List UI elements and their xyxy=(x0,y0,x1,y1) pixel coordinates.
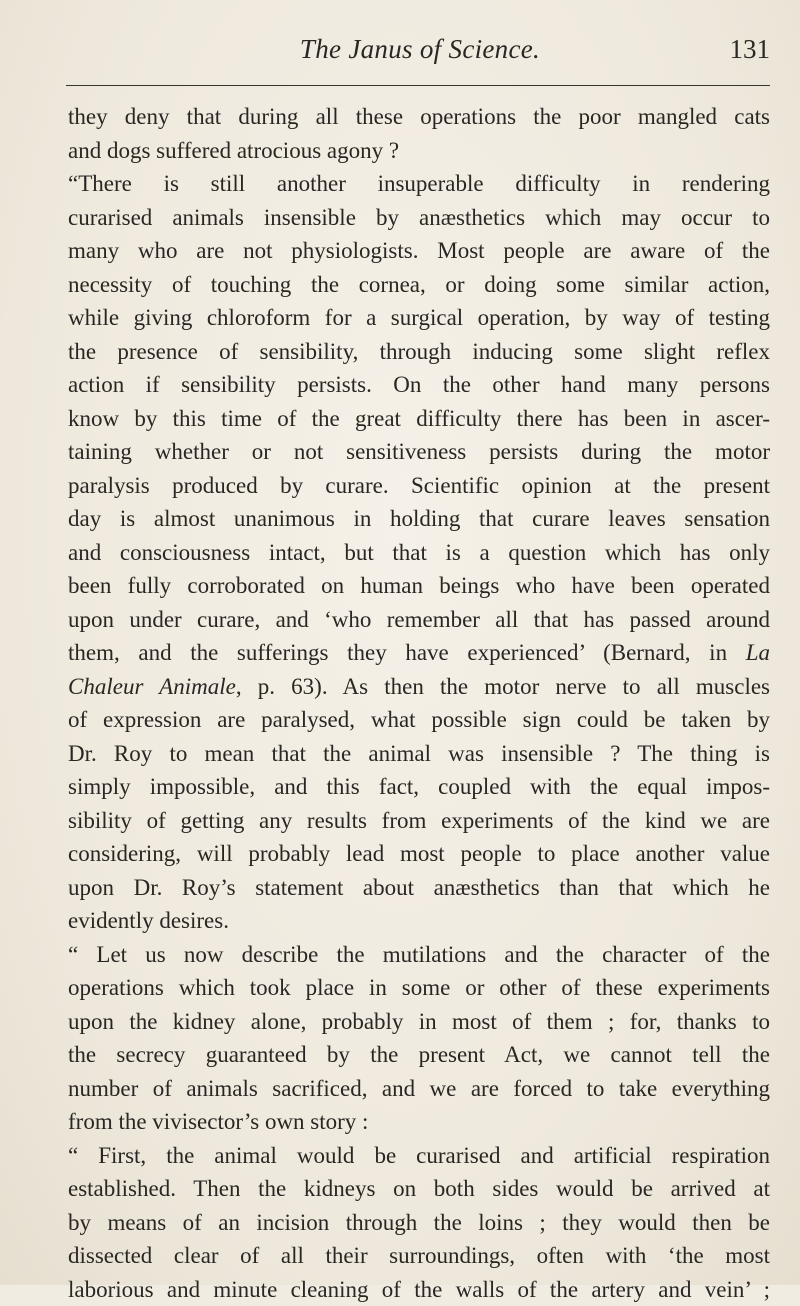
text-line: taining whether or not sensitiveness persists during the motor xyxy=(68,435,770,469)
text-segment: , p. 63). As then the motor nerve to all muscles xyxy=(236,674,770,699)
text-line: sibility of getting any results from experiments of the kind we are xyxy=(68,804,770,838)
text-line: “ Let us now describe the mutilations and the character of the xyxy=(68,938,770,972)
text-line: dissected clear of all their surroundings, often with ‘the most xyxy=(68,1239,770,1273)
text-line: day is almost unanimous in holding that curare leaves sensation xyxy=(68,502,770,536)
italic-title-chaleur-animale: Chaleur Animale xyxy=(68,674,236,699)
text-line: the secrecy guaranteed by the present Act, we cannot tell the xyxy=(68,1038,770,1072)
text-line-with-italic xyxy=(68,636,770,670)
text-line: been fully corroborated on human beings who have been operated xyxy=(68,569,770,603)
text-line: upon under curare, and ‘who remember all that has passed around xyxy=(68,603,770,637)
text-line: number of animals sacrificed, and we are forced to take everything xyxy=(68,1072,770,1106)
body-text xyxy=(68,100,770,1306)
text-line: Dr. Roy to mean that the animal was insensible ? The thing is xyxy=(68,737,770,771)
text-line: the presence of sensibility, through inducing some slight reflex xyxy=(68,335,770,369)
text-line: from the vivisector’s own story : xyxy=(68,1105,770,1139)
text-line: and consciousness intact, but that is a question which has only xyxy=(68,536,770,570)
text-line: paralysis produced by curare. Scientific opinion at the present xyxy=(68,469,770,503)
text-line: many who are not physiologists. Most people are aware of the xyxy=(68,234,770,268)
text-line: laborious and minute cleaning of the walls of the artery and vein’ ; xyxy=(68,1273,770,1306)
italic-title-la: La xyxy=(746,640,770,665)
text-line: upon Dr. Roy’s statement about anæsthetics than that which he xyxy=(68,871,770,905)
text-line: upon the kidney alone, probably in most of them ; for, thanks to xyxy=(68,1005,770,1039)
text-line: “There is still another insuperable difficulty in rendering xyxy=(68,167,770,201)
text-line-with-italic xyxy=(68,670,770,704)
text-line: necessity of touching the cornea, or doing some similar action, xyxy=(68,268,770,302)
text-segment: them, and the sufferings they have experienced’ (Bernard, in xyxy=(68,640,727,665)
page-number: 131 xyxy=(730,34,771,65)
text-line: while giving chloroform for a surgical operation, by way of testing xyxy=(68,301,770,335)
text-line: of expression are paralysed, what possible sign could be taken by xyxy=(68,703,770,737)
text-line: by means of an incision through the loins ; they would then be xyxy=(68,1206,770,1240)
text-line: evidently desires. xyxy=(68,904,770,938)
running-head xyxy=(70,34,770,74)
text-line: operations which took place in some or other of these experiments xyxy=(68,971,770,1005)
text-line: “ First, the animal would be curarised and artificial respiration xyxy=(68,1139,770,1173)
text-line: know by this time of the great difficulty there has been in ascer- xyxy=(68,402,770,436)
header-rule xyxy=(66,85,770,86)
text-line: they deny that during all these operations the poor mangled cats xyxy=(68,100,770,134)
text-line: established. Then the kidneys on both sides would be arrived at xyxy=(68,1172,770,1206)
running-title: The Janus of Science. xyxy=(70,34,770,65)
text-line: simply impossible, and this fact, coupled with the equal impos- xyxy=(68,770,770,804)
text-line: action if sensibility persists. On the other hand many persons xyxy=(68,368,770,402)
text-line: considering, will probably lead most people to place another value xyxy=(68,837,770,871)
text-line: and dogs suffered atrocious agony ? xyxy=(68,134,770,168)
text-line: curarised animals insensible by anæsthetics which may occur to xyxy=(68,201,770,235)
